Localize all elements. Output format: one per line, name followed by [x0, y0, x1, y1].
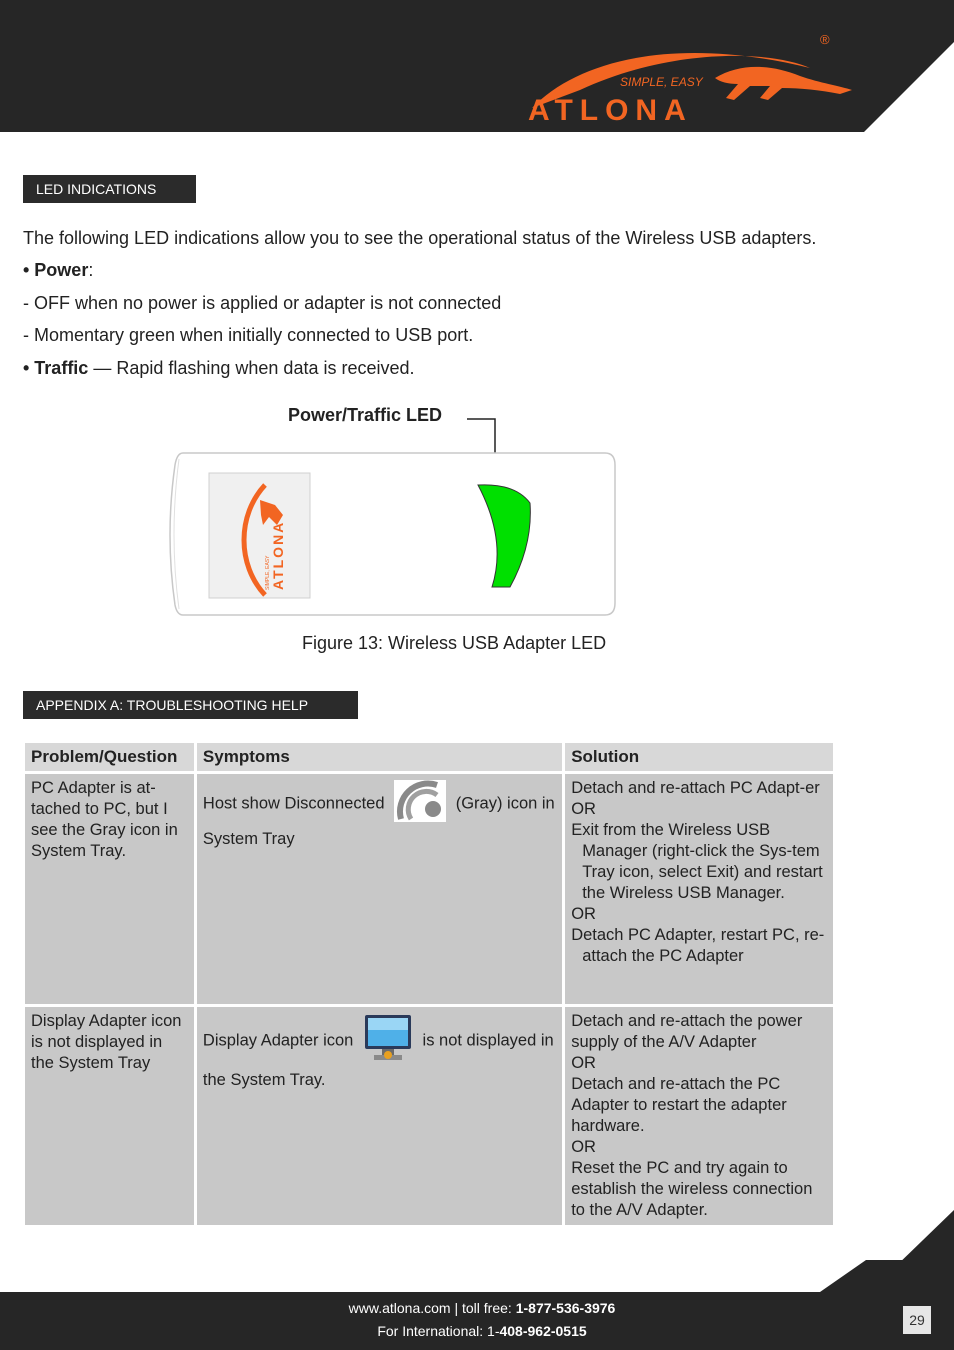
problem-cell: Display Adapter icon is not displayed in the System Tray [24, 1006, 196, 1227]
solution-line: Detach PC Adapter, restart PC, re-attach the PC Adapter [571, 926, 825, 965]
table-row [24, 1006, 835, 1227]
table-header-row [24, 742, 835, 773]
symptom-text-after: (Gray) icon in System Tray [202, 794, 555, 848]
column-header-solution: Solution [564, 742, 835, 773]
solution-line: OR [571, 1138, 596, 1156]
appendix-tag: APPENDIX A: TROUBLESHOOTING HELP [23, 691, 358, 719]
led-callout-label: Power/Traffic LED [288, 405, 443, 425]
symptom-text-after: is not displayed in the System Tray. [202, 1031, 554, 1089]
troubleshooting-table [22, 740, 836, 1228]
solution-cell [564, 1006, 835, 1227]
footer-international: For International: 1- [377, 1323, 500, 1339]
solution-line: Detach and re-attach the power supply of the A/V Adapter [571, 1012, 803, 1051]
logo-tagline: SIMPLE, EASY [620, 75, 703, 89]
solution-line: Detach and re-attach PC Adapt-er [571, 779, 820, 797]
logo-brand: ATLONA [528, 94, 693, 127]
figure-caption: Figure 13: Wireless USB Adapter LED [302, 633, 607, 653]
footer-website-line [0, 1300, 954, 1316]
solution-cell [564, 773, 835, 1006]
display-adapter-icon [362, 1012, 414, 1070]
symptom-text-before: Host show Disconnected [202, 794, 385, 813]
usb-adapter-figure [165, 445, 620, 625]
page-footer [0, 1260, 954, 1350]
symptom-text-before: Display Adapter icon [202, 1031, 354, 1050]
power-green-text: - Momentary green when initially connected to USB port. [23, 325, 474, 345]
solution-line: Detach and re-attach the PC Adapter to restart the adapter hardware. [571, 1075, 787, 1135]
column-header-symptoms: Symptoms [195, 742, 563, 773]
symptom-cell [195, 773, 563, 1006]
device-logo-brand: ATLONA [270, 520, 286, 590]
power-label: • Power [23, 260, 89, 280]
device-logo-tagline: SIMPLE, EASY [265, 555, 271, 590]
symptom-cell [195, 1006, 563, 1227]
traffic-label: • Traffic [23, 358, 89, 378]
registered-mark: ® [820, 32, 830, 47]
traffic-text: — Rapid flashing when data is received. [88, 358, 415, 378]
solution-line: Reset the PC and try again to establish the wireless connection to the A/V Adapter. [571, 1159, 813, 1219]
problem-cell: PC Adapter is at-tached to PC, but I see the Gray icon in System Tray. [24, 773, 196, 1006]
solution-line: OR [571, 905, 596, 923]
footer-international-phone: 408-962-0515 [499, 1323, 587, 1339]
footer-website: www.atlona.com | toll free: [348, 1300, 516, 1316]
column-header-problem: Problem/Question [24, 742, 196, 773]
solution-line: OR [571, 1054, 596, 1072]
page-number: 29 [903, 1306, 931, 1334]
power-off-text: - OFF when no power is applied or adapter is not connected [23, 293, 502, 313]
gray-tray-icon [393, 779, 447, 829]
solution-line: OR [571, 800, 596, 818]
table-row [24, 773, 835, 1006]
solution-line: Exit from the Wireless USB Manager (right-click the Sys-tem Tray icon, select Exit) and restart the Wireless USB Manager. [571, 821, 823, 902]
power-colon: : [88, 260, 94, 280]
led-intro-text: The following LED indications allow you to see the operational status of the Wireless USB adapters. [23, 228, 817, 248]
led-indications-tag: LED INDICATIONS [23, 175, 196, 203]
footer-tollfree-phone: 1-877-536-3976 [515, 1300, 616, 1316]
footer-international-line [0, 1323, 954, 1339]
footer-corner-accent [780, 1210, 954, 1270]
